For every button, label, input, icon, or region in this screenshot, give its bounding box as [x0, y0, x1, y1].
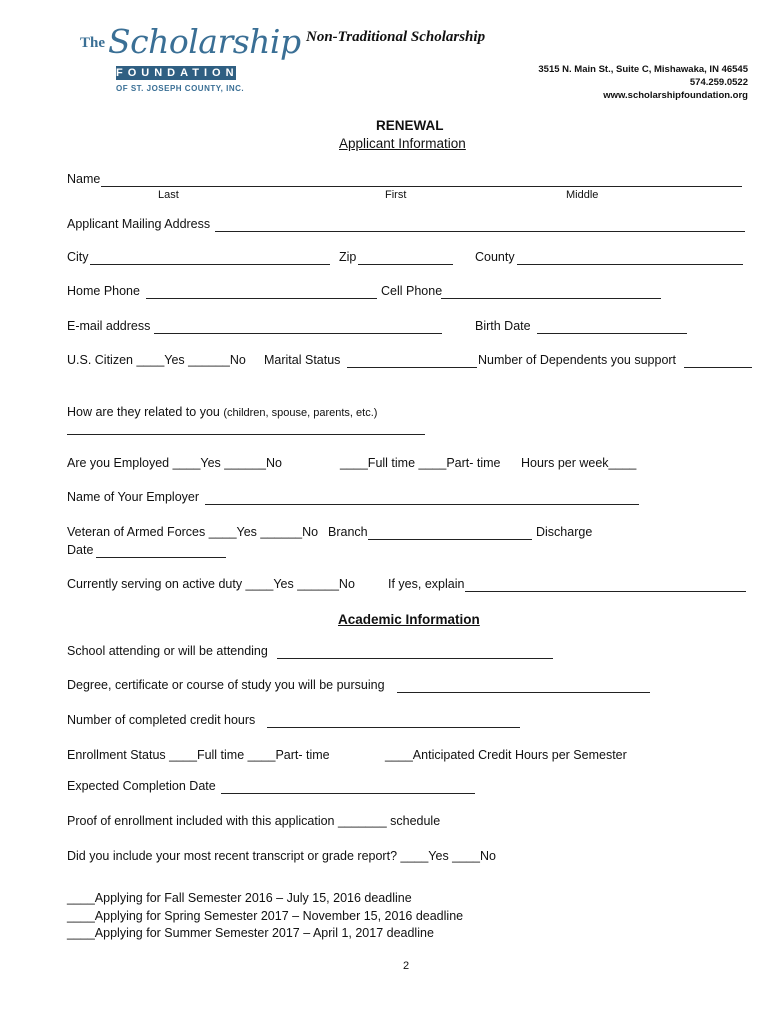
branch-label: Branch	[328, 525, 368, 539]
credit-hours-field[interactable]	[267, 727, 520, 728]
credit-hours-label: Number of completed credit hours	[67, 713, 256, 727]
discharge-date-label: Date	[67, 543, 94, 557]
zip-label: Zip	[339, 250, 357, 264]
zip-field[interactable]	[358, 264, 453, 265]
us-citizen-row[interactable]: U.S. Citizen ____Yes ______No	[67, 353, 246, 367]
first-label: First	[385, 189, 407, 201]
county-label: County	[475, 250, 515, 264]
county-field[interactable]	[517, 264, 743, 265]
fall-semester-option[interactable]: ____Applying for Fall Semester 2016 – July 15, 2016 deadline	[67, 891, 412, 905]
completion-date-label: Expected Completion Date	[67, 779, 216, 793]
email-field[interactable]	[154, 333, 442, 334]
home-phone-field[interactable]	[146, 298, 377, 299]
birth-date-field[interactable]	[537, 333, 687, 334]
employer-label: Name of Your Employer	[67, 490, 200, 504]
city-label: City	[67, 250, 89, 264]
birth-date-label: Birth Date	[475, 319, 531, 333]
mailing-address-label: Applicant Mailing Address	[67, 217, 211, 231]
marital-status-label: Marital Status	[264, 353, 341, 367]
proof-of-enrollment[interactable]: Proof of enrollment included with this application _______ schedule	[67, 814, 441, 828]
spring-semester-option[interactable]: ____Applying for Spring Semester 2017 – November 15, 2016 deadline	[67, 909, 464, 923]
degree-label: Degree, certificate or course of study you will be pursuing	[67, 678, 385, 692]
renewal-heading: RENEWAL	[376, 118, 444, 133]
applicant-info-heading: Applicant Information	[339, 136, 466, 151]
transcript-question[interactable]: Did you include your most recent transcript or grade report? ____Yes ____No	[67, 849, 496, 863]
dependents-field[interactable]	[684, 367, 752, 368]
enrollment-status-row[interactable]: Enrollment Status ____Full time ____Part- time	[67, 748, 330, 762]
logo-scholarship: Scholarship	[108, 22, 301, 61]
cell-phone-label: Cell Phone	[381, 284, 443, 298]
employed-row[interactable]: Are you Employed ____Yes ______No	[67, 456, 282, 470]
logo-county: OF ST. JOSEPH COUNTY, INC.	[116, 84, 245, 93]
page-number: 2	[403, 960, 410, 972]
discharge-date-field[interactable]	[96, 557, 226, 558]
last-label: Last	[158, 189, 179, 201]
related-question-text: How are they related to you	[67, 405, 220, 419]
related-field[interactable]	[67, 434, 425, 435]
logo-the: The	[80, 35, 106, 51]
completion-date-field[interactable]	[221, 793, 475, 794]
email-label: E-mail address	[67, 319, 151, 333]
marital-status-field[interactable]	[347, 367, 477, 368]
cell-phone-field[interactable]	[441, 298, 661, 299]
phone-number: 574.259.0522	[689, 77, 748, 88]
logo-foundation: FOUNDATION	[116, 67, 239, 79]
school-field[interactable]	[277, 658, 553, 659]
home-phone-label: Home Phone	[67, 284, 140, 298]
related-question	[67, 405, 377, 419]
explain-field[interactable]	[465, 591, 746, 592]
address-line: 3515 N. Main St., Suite C, Mishawaka, IN 46545	[538, 64, 748, 75]
explain-label: If yes, explain	[388, 577, 465, 591]
employment-type-row[interactable]: ____Full time ____Part- time	[340, 456, 501, 470]
anticipated-credit-hours[interactable]: ____Anticipated Credit Hours per Semester	[385, 748, 627, 762]
degree-field[interactable]	[397, 692, 650, 693]
summer-semester-option[interactable]: ____Applying for Summer Semester 2017 – April 1, 2017 deadline	[67, 926, 434, 940]
logo	[78, 22, 301, 97]
related-hint: (children, spouse, parents, etc.)	[223, 407, 378, 419]
middle-label: Middle	[566, 189, 599, 201]
website: www.scholarshipfoundation.org	[603, 90, 748, 101]
employer-field[interactable]	[205, 504, 639, 505]
veteran-row[interactable]: Veteran of Armed Forces ____Yes ______No	[67, 525, 319, 539]
city-field[interactable]	[90, 264, 330, 265]
name-field[interactable]	[101, 186, 742, 187]
school-label: School attending or will be attending	[67, 644, 268, 658]
name-label: Name	[67, 172, 101, 186]
dependents-label: Number of Dependents you support	[478, 353, 677, 367]
mailing-address-field[interactable]	[215, 231, 745, 232]
active-duty-row[interactable]: Currently serving on active duty ____Yes ______No	[67, 577, 355, 591]
hours-per-week[interactable]: Hours per week____	[521, 456, 637, 470]
academic-info-heading: Academic Information	[338, 612, 480, 627]
form-title: Non-Traditional Scholarship	[306, 29, 486, 45]
discharge-label: Discharge	[536, 525, 593, 539]
branch-field[interactable]	[368, 539, 532, 540]
